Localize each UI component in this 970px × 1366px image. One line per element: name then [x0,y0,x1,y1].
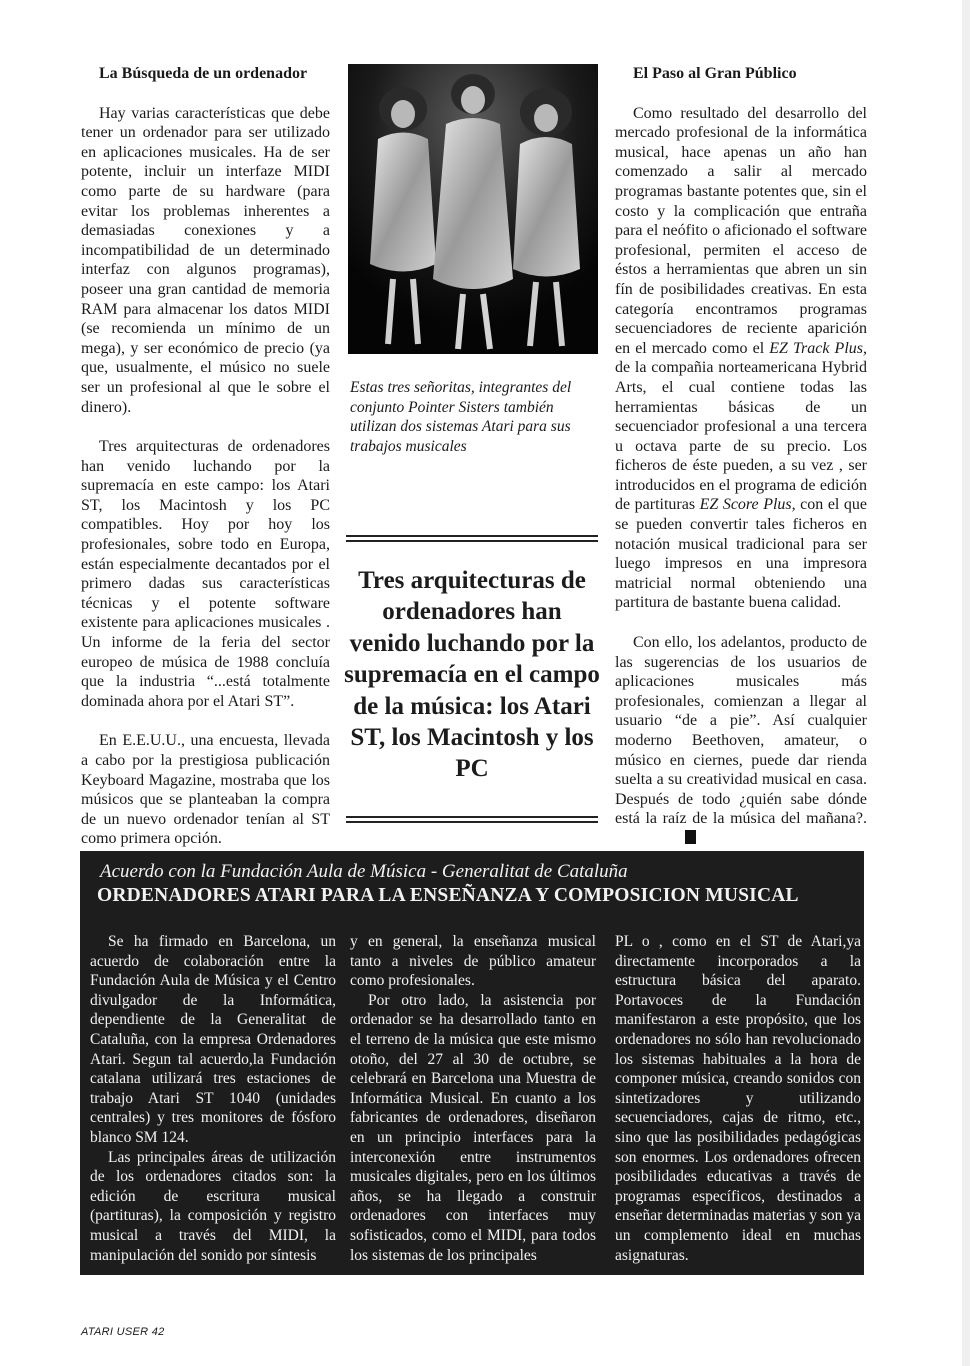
left-column [81,64,330,869]
box-title: ORDENADORES ATARI PARA LA ENSEÑANZA Y COMPOSICION MUSICAL [97,885,799,906]
paragraph: Hay varias características que debe tener un ordenador para ser utilizado en aplicaciones musicales. Ha de ser potente, incluir un interfaze MIDI como parte de su hardware (para evitar los problemas inherentes a demasiadas conexiones y a incompatibilidad de un determinado interfaz con algunos programas), poseer una gran cantidad de memoria RAM para almacenar los datos MIDI (se recomienda un mínimo de un mega), y ser económico de precio (ya que, usualmente, el músico no suele ser un profesional al que le sobre el dinero). [81,104,330,416]
photo-caption: Estas tres señoritas, integrantes del conjunto Pointer Sisters también utilizan dos sistemas Atari para sus trabajos musicales [350,379,572,455]
box-column-3 [615,932,861,1265]
paragraph: En E.E.U.U., una encuesta, llevada a cabo por la prestigiosa publicación Keyboard Magazine, mostraba que los músicos que se planteaban la compra de un nuevo ordenador tenían al ST como primera opción. [81,732,330,848]
pullquote-rule-bottom [346,816,598,823]
sidebar-box [80,851,864,1275]
photo-pointer-sisters [348,64,598,354]
paragraph: PL o , como en el ST de Atari,ya directamente incorporados a la estructura básica del aparato. Portavoces de la Fundación manifestaron a este propósito, que los ordenadores no sólo han revolucionado los sistemas habituales a la hora de componer música, creando sonidos con sintetizadores y utilizando secuenciadores, cajas de ritmo, etc., sino que las posibilidades pedagógicas son enormes. Los ordenadores ofrecen posibilidades educativas a través de programas específicos, destinados a enseñar determinadas materias y son ya un complemento ideal en muchas asignaturas. [615,933,861,1264]
product-name: EZ Track Plus, [769,339,868,357]
page-edge [962,0,970,1366]
text-run: con el que se pueden convertir tales ficheros en notación musical tradicional para ser luego impresos en una impresora matricial normal obteniendo una partitura de bastante buena calidad. [615,496,868,612]
pull-quote: Tres arquitecturas de ordenadores han venido luchando por la supremacía en el campo de la música: los Atari ST, los Macintosh y los PC [344,567,600,783]
box-column-2 [350,932,596,1265]
paragraph [615,104,867,613]
paragraph: Por otro lado, la asistencia por ordenador se ha desarrollado tanto en el terreno de la música que este mismo otoño, del 27 al 30 de octubre, se celebrará en Barcelona una Muestra de Informática Musical. En cuanto a los fabricantes de ordenadores, diseñaron en un principio interfaces para la interconexión entre instrumentos musicales digitales, pero en los últimos años, se ha llegado a construir ordenadores con interfaces muy sofisticados, como el MIDI, para todos los sistemas de los principales [350,991,596,1264]
end-of-article-mark [685,830,696,844]
stage-photo-image [348,64,598,354]
box-column-1 [90,932,336,1265]
text-run: de la compañia norteamericana Hybrid Arts, el cual contiene todas las herramientas básicas de un secuenciador profesional a una tercera u octava parte de su precio. Los ficheros de éste pueden, a su vez , ser introducidos en el programa de edición de partituras [615,359,867,514]
box-kicker: Acuerdo con la Fundación Aula de Música - Generalitat de Cataluña [100,861,628,882]
product-name: EZ Score Plus, [699,496,796,514]
text-run: Con ello, los adelantos, producto de las sugerencias de los usuarios de aplicaciones musicales más profesionales, comienzan a llegar al usuario “de a pie”. Así cualquier moderno Beethoven, amateur, o músico en ciernes, puede dar rienda suelta a su creatividad musical en casa. Después de todo ¿quién sabe dónde está la raíz de la música del mañana?. [615,634,867,828]
section-heading: El Paso al Gran Público [633,65,797,82]
pullquote-rule-top [346,535,598,542]
paragraph [615,633,867,849]
right-column [615,64,867,869]
paragraph: Se ha firmado en Barcelona, un acuerdo de colaboración entre la Fundación Aula de Música y el Centro divulgador de la Informática, dependiente de la Generalitat de Cataluña, con la empresa Ordenadores Atari. Segun tal acuerdo,la Fundación catalana utilizará tres estaciones de trabajo Atari ST 1040 (unidades centrales) y tres monitores de fósforo blanco SM 124. [90,933,336,1146]
paragraph: Tres arquitecturas de ordenadores han venido luchando por la supremacía en este campo: los Atari ST, los Macintosh y los PC compatibles. Hoy por hoy los profesionales, sobre todo en Europa, están especialmente decantados por el primero dadas sus características técnicas y el potente software existente para aplicaciones musicales . Un informe de la feria del sector europeo de música de 1988 concluía que la industria “...está totalmente dominada ahora por el Atari ST”. [81,438,330,710]
text-run: Como resultado del desarrollo del mercado profesional de la informática musical, hace apenas un año han comenzado a salir al mercado programas bastante potentes que, sin el costo y la complicación que entraña para el neófito o aficionado el software profesional, permiten el acceso de éstos a herramientas que abren un sin fín de posibilidades creativas. En esta categoría encontramos programas secuenciadores de reciente aparición en el mercado como el [615,104,867,357]
page-footer: ATARI USER 42 [81,1326,165,1338]
section-heading: La Búsqueda de un ordenador [99,65,308,82]
paragraph: y en general, la enseñanza musical tanto a niveles de público amateur como profesionales. [350,933,596,990]
paragraph: Las principales áreas de utilización de los ordenadores citados son: la edición de escritura musical (partituras), la composición y registro musical a través del MIDI, la manipulación del sonido por síntesis [90,1148,336,1264]
